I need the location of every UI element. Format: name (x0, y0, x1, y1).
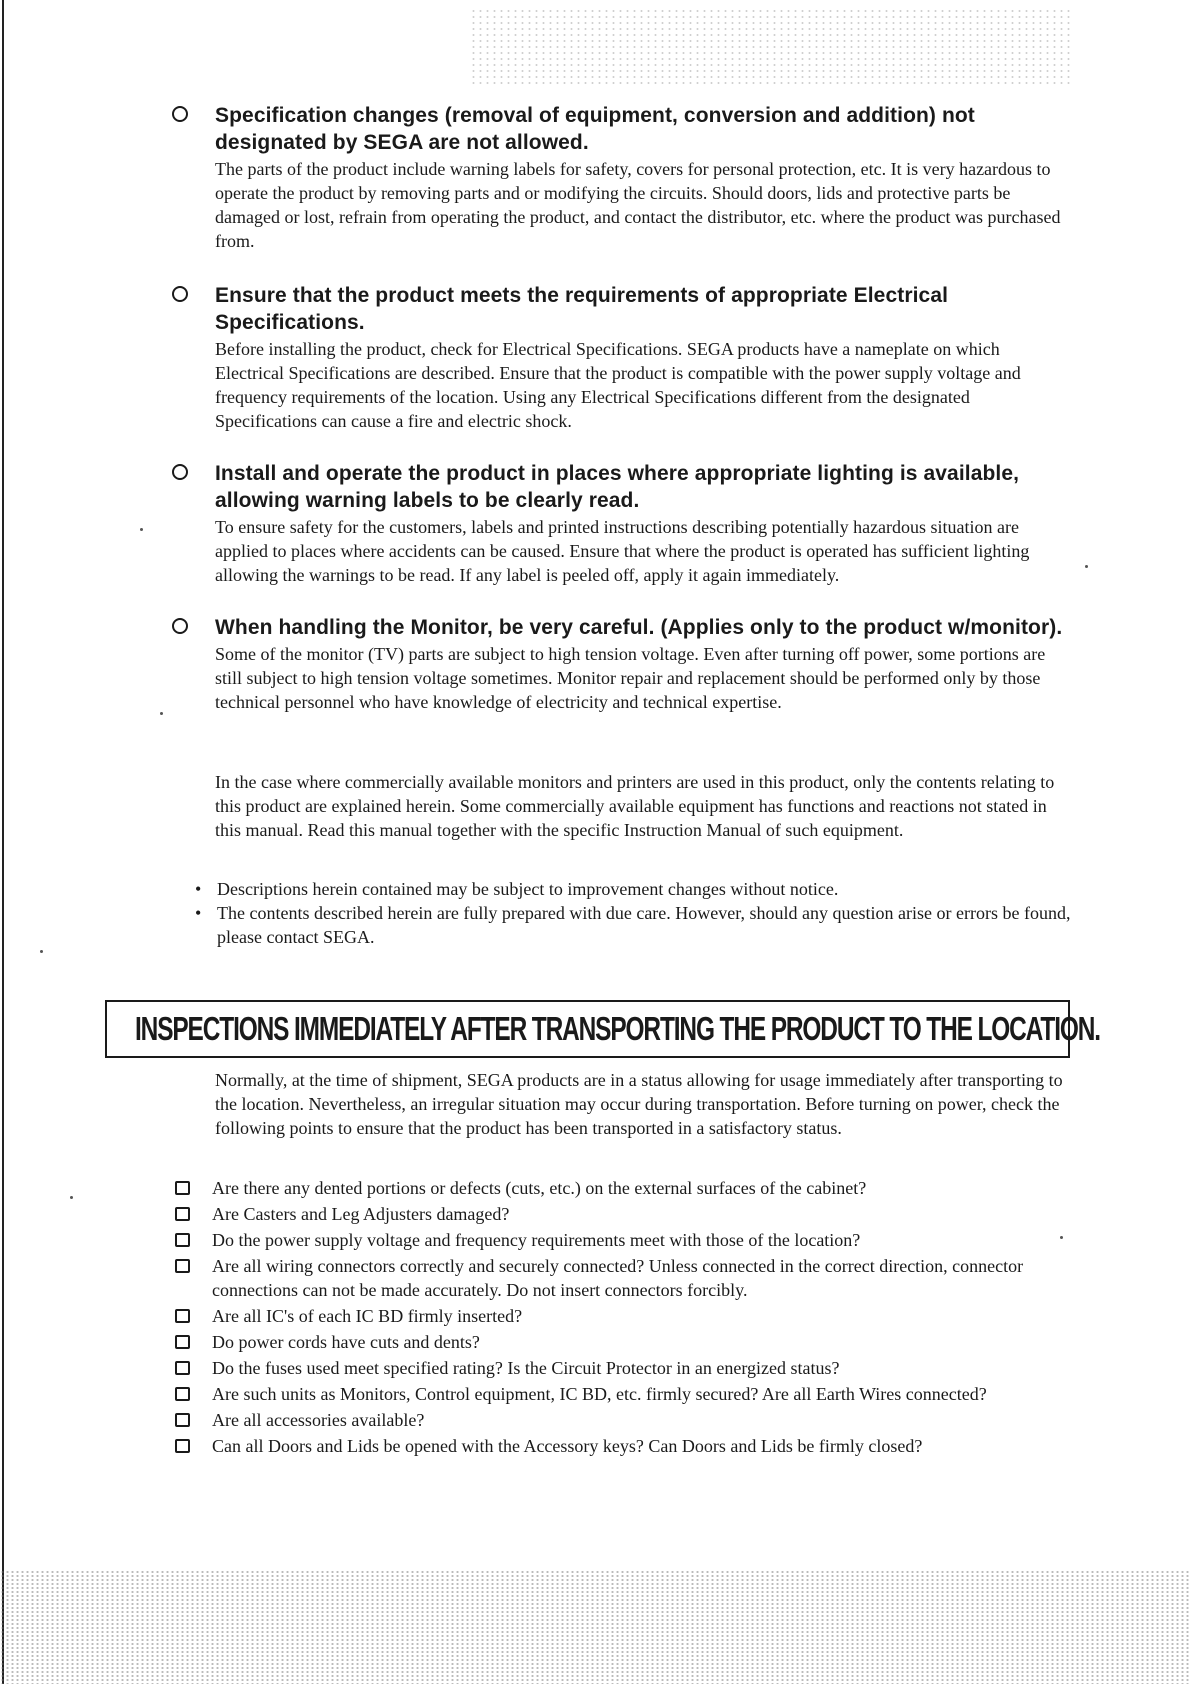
checklist-item (175, 1408, 1075, 1432)
scan-speck (140, 528, 143, 531)
circle-bullet-icon (172, 464, 188, 480)
precaution-heading: When handling the Monitor, be very careful. (Applies only to the product w/monitor). (215, 616, 1063, 639)
precaution-body: The parts of the product include warning labels for safety, covers for personal protection, etc. It is very hazardous to operate the product by removing parts and or modifying the circuits. Should doors, lids and protective parts be damaged or lost, refrain from operating the product, and contact the distributor, etc. where the product was purchased from. (215, 159, 1061, 251)
bullet-dot-icon: • (195, 879, 202, 899)
scan-speck (160, 712, 163, 715)
checklist-item (175, 1434, 1075, 1458)
checklist-item (175, 1356, 1075, 1380)
checklist-text: Are there any dented portions or defects (cuts, etc.) on the external surfaces of the cabinet? (212, 1178, 867, 1198)
precaution-item (172, 282, 1072, 433)
checkbox-icon (175, 1233, 190, 1247)
circle-bullet-icon (172, 106, 188, 122)
circle-bullet-icon (172, 618, 188, 634)
checklist-text: Can all Doors and Lids be opened with the Accessory keys? Can Doors and Lids be firmly closed? (212, 1436, 923, 1456)
checklist-text: Are Casters and Leg Adjusters damaged? (212, 1204, 510, 1224)
checkbox-icon (175, 1181, 190, 1195)
checkbox-icon (175, 1259, 190, 1273)
checkbox-icon (175, 1207, 190, 1221)
inspection-section-header (105, 1000, 1100, 1058)
bullet-text: Descriptions herein contained may be subject to improvement changes without notice. (217, 879, 839, 899)
checklist-text: Do the power supply voltage and frequency requirements meet with those of the location? (212, 1230, 861, 1250)
precaution-heading: Ensure that the product meets the requirements of appropriate Electrical Specifications. (215, 284, 949, 334)
notice-bullet-list (195, 877, 1075, 949)
checklist-text: Are such units as Monitors, Control equipment, IC BD, etc. firmly secured? Are all Earth Wires connected? (212, 1384, 987, 1404)
scan-speck (1060, 1236, 1063, 1239)
checkbox-icon (175, 1413, 190, 1427)
checkbox-icon (175, 1309, 190, 1323)
checklist-item (175, 1330, 1075, 1354)
precaution-item (172, 460, 1072, 587)
checklist-text: Do power cords have cuts and dents? (212, 1332, 480, 1352)
bullet-text: The contents described herein are fully prepared with due care. However, should any question arise or errors be found, please contact SEGA. (217, 903, 1071, 947)
scan-speck (40, 950, 43, 953)
page-edge-rule (2, 0, 4, 1684)
checklist-text: Do the fuses used meet specified rating? Is the Circuit Protector in an energized status? (212, 1358, 840, 1378)
checkbox-icon (175, 1439, 190, 1453)
checklist-text: Are all wiring connectors correctly and securely connected? Unless connected in the correct direction, connector connections can not be made accurately. Do not insert connectors forcibly. (212, 1256, 1024, 1300)
scan-speck (1085, 565, 1088, 568)
inspection-checklist (175, 1176, 1075, 1460)
scan-speck (70, 1196, 73, 1199)
list-item (195, 877, 1075, 901)
section-title: INSPECTIONS IMMEDIATELY AFTER TRANSPORTING THE PRODUCT TO THE LOCATION. (135, 1010, 1100, 1047)
scan-noise-bottom (0, 1570, 1190, 1684)
precaution-item (172, 102, 1072, 253)
list-item (195, 901, 1075, 949)
checklist-item (175, 1382, 1075, 1406)
scan-noise-top (470, 8, 1070, 88)
checklist-item (175, 1304, 1075, 1328)
precaution-body: To ensure safety for the customers, labels and printed instructions describing potentially hazardous situation are applied to places where accidents can be caused. Ensure that where the product is operated has sufficient lighting allowing the warnings to be read. If any label is peeled off, apply it again immediately. (215, 517, 1030, 585)
checkbox-icon (175, 1361, 190, 1375)
precaution-heading: Specification changes (removal of equipment, conversion and addition) not designated by SEGA are not allowed. (215, 104, 975, 154)
checklist-item (175, 1202, 1075, 1226)
checklist-item (175, 1228, 1075, 1252)
bullet-dot-icon: • (195, 903, 202, 923)
commercial-equipment-note: In the case where commercially available monitors and printers are used in this product, only the contents relating to this product are explained herein. Some commercially available equipment has functions and reactions not stated in this manual. Read this manual together with the specific Instruction Manual of such equipment. (215, 772, 1055, 840)
precaution-body: Some of the monitor (TV) parts are subject to high tension voltage. Even after turning off power, some portions are still subject to high tension voltage sometimes. Monitor repair and replacement should be performed only by those technical personnel who have knowledge of electricity and technical expertise. (215, 644, 1046, 712)
circle-bullet-icon (172, 286, 188, 302)
checklist-text: Are all IC's of each IC BD firmly inserted? (212, 1306, 523, 1326)
checklist-item (175, 1176, 1075, 1200)
checklist-item (175, 1254, 1075, 1302)
checkbox-icon (175, 1387, 190, 1401)
checklist-text: Are all accessories available? (212, 1410, 425, 1430)
precaution-item (172, 614, 1072, 714)
precaution-body: Before installing the product, check for Electrical Specifications. SEGA products have a nameplate on which Electrical Specifications are described. Ensure that the product is compatible with the power supply voltage and frequency requirements of the location. Using any Electrical Specifications different from the designated Specifications can cause a fire and electric shock. (215, 339, 1021, 431)
checkbox-icon (175, 1335, 190, 1349)
precaution-heading: Install and operate the product in places where appropriate lighting is available, allowing warning labels to be clearly read. (215, 462, 1020, 512)
inspection-intro: Normally, at the time of shipment, SEGA products are in a status allowing for usage immediately after transporting to the location. Nevertheless, an irregular situation may occur during transportation. Before turning on power, check the following points to ensure that the product has been transported in a satisfactory status. (215, 1070, 1063, 1138)
